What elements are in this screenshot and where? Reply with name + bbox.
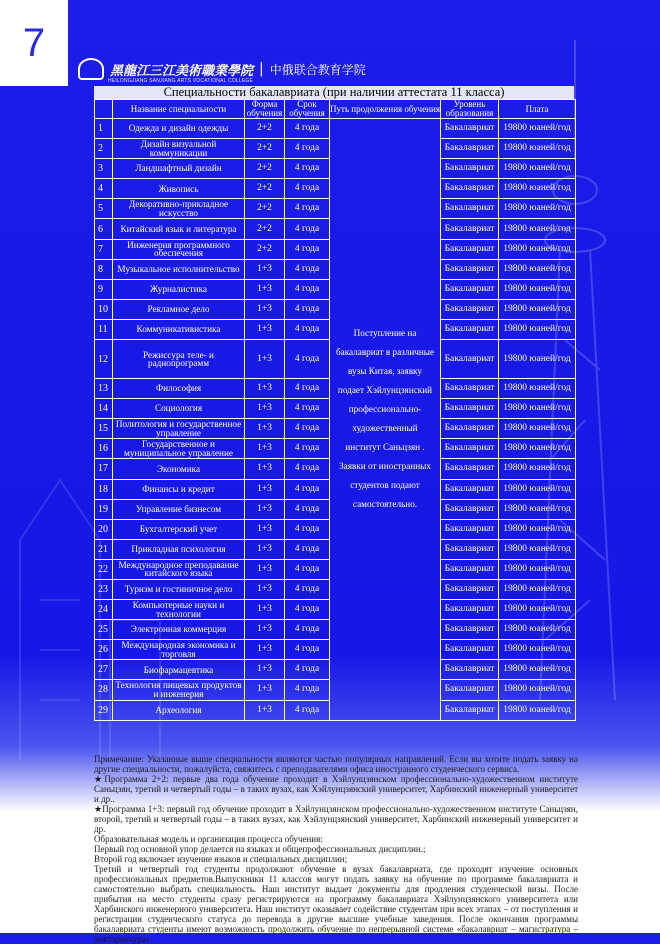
education-level: Бакалавриат (441, 279, 499, 299)
specialty-name: Биофармацевтика (113, 660, 245, 680)
specialty-name: Археология (113, 700, 245, 720)
study-term: 4 года (285, 680, 330, 700)
continuation-path: Поступление на бакалавриат в различные вузы Китая, заявку подает Хэйлунцзянский профессионально-художественный институт Саньцзян . Заявки от иностранных студентов подают самостоятельно. (330, 119, 441, 721)
education-level: Бакалавриат (441, 199, 499, 219)
education-level: Бакалавриат (441, 379, 499, 399)
school-name: 中俄联合教育学院 (269, 62, 366, 77)
tuition-fee: 19800 юаней/год (499, 479, 576, 499)
study-form: 1+3 (245, 399, 285, 419)
page-number: 7 (0, 0, 68, 86)
header-path: Путь продолжения обучения (330, 100, 441, 119)
education-level: Бакалавриат (441, 219, 499, 239)
header-number (95, 100, 113, 119)
study-term: 4 года (285, 459, 330, 479)
row-number: 29 (95, 700, 113, 720)
specialty-name: Международная экономика и торговля (113, 640, 245, 660)
specialty-name: Социология (113, 399, 245, 419)
education-level: Бакалавриат (441, 680, 499, 700)
study-form: 1+3 (245, 660, 285, 680)
specialty-name: Китайский язык и литература (113, 219, 245, 239)
education-level: Бакалавриат (441, 159, 499, 179)
row-number: 8 (95, 259, 113, 279)
study-term: 4 года (285, 579, 330, 599)
education-level: Бакалавриат (441, 620, 499, 640)
specialty-name: Журналистика (113, 279, 245, 299)
tuition-fee: 19800 юаней/год (499, 680, 576, 700)
header-level: Уровень образования (441, 100, 499, 119)
note-years-3-4: Третий и четвертый год студенты продолжают обучение в вузах бакалавриата, где проходят изучение основных профессиональных предметов.Выпускники 11 классов могут подать заявку на обучение по программе бакалавриата и самостоятельно выбрать специальность. Наш институт выдает документы для продления студенческой визы. После прибытия на место студенты сразу регистрируются на программу бакалавриата Хэйлунцзянского университета или Харбинского инженерного университета. Наш институт оказывает содействие студентам при всех этапах – от поступления и регистрации студенческого статуса до перевода в другие высшие учебные заведения. После окончания программы бакалавриата студенты имеют возможность продолжить обучение по непрерывной системе «бакалавриат – магистратура – докторантура». (94, 864, 578, 944)
specialty-name: Прикладная психология (113, 539, 245, 559)
study-form: 1+3 (245, 340, 285, 379)
tuition-fee: 19800 юаней/год (499, 700, 576, 720)
study-form: 2+2 (245, 219, 285, 239)
study-form: 1+3 (245, 700, 285, 720)
tuition-fee: 19800 юаней/год (499, 660, 576, 680)
study-term: 4 года (285, 199, 330, 219)
study-term: 4 года (285, 159, 330, 179)
education-level: Бакалавриат (441, 559, 499, 579)
study-term: 4 года (285, 640, 330, 660)
education-level: Бакалавриат (441, 419, 499, 439)
row-number: 26 (95, 640, 113, 660)
tuition-fee: 19800 юаней/год (499, 379, 576, 399)
tuition-fee: 19800 юаней/год (499, 419, 576, 439)
education-level: Бакалавриат (441, 539, 499, 559)
row-number: 4 (95, 179, 113, 199)
row-number: 10 (95, 299, 113, 319)
specialty-name: Декоративно-прикладное искусство (113, 199, 245, 219)
study-form: 1+3 (245, 640, 285, 660)
row-number: 13 (95, 379, 113, 399)
row-number: 28 (95, 680, 113, 700)
study-form: 1+3 (245, 319, 285, 339)
row-number: 1 (95, 119, 113, 139)
specialty-name: Режиссура теле- и радиопрограмм (113, 340, 245, 379)
study-term: 4 года (285, 139, 330, 159)
row-number: 19 (95, 499, 113, 519)
study-term: 4 года (285, 620, 330, 640)
table-title: Специальности бакалавриата (при наличии аттестата 11 класса) (94, 86, 574, 99)
specialty-name: Одежда и дизайн одежды (113, 119, 245, 139)
study-form: 1+3 (245, 479, 285, 499)
study-term: 4 года (285, 299, 330, 319)
tuition-fee: 19800 юаней/год (499, 299, 576, 319)
study-form: 1+3 (245, 519, 285, 539)
tuition-fee: 19800 юаней/год (499, 620, 576, 640)
specialty-name: Бухгалтерский учет (113, 519, 245, 539)
brand-separator: | (259, 61, 264, 77)
education-level: Бакалавриат (441, 600, 499, 620)
study-form: 1+3 (245, 579, 285, 599)
study-form: 1+3 (245, 459, 285, 479)
tuition-fee: 19800 юаней/год (499, 219, 576, 239)
study-term: 4 года (285, 319, 330, 339)
specialty-name: Ландшафтный дизайн (113, 159, 245, 179)
specialty-name: Живопись (113, 179, 245, 199)
note-year-1: Первый год основной упор делается на языках и общепрофессиональных дисциплин.; (94, 844, 426, 854)
study-term: 4 года (285, 559, 330, 579)
tuition-fee: 19800 юаней/год (499, 499, 576, 519)
study-form: 1+3 (245, 439, 285, 459)
specialty-name: Электронная коммерция (113, 620, 245, 640)
specialty-name: Инженерия программного обеспечения (113, 239, 245, 259)
tuition-fee: 19800 юаней/год (499, 439, 576, 459)
tuition-fee: 19800 юаней/год (499, 179, 576, 199)
study-form: 2+2 (245, 179, 285, 199)
specialty-name: Философия (113, 379, 245, 399)
row-number: 11 (95, 319, 113, 339)
study-term: 4 года (285, 499, 330, 519)
specialty-name: Музыкальное исполнительство (113, 259, 245, 279)
study-form: 2+2 (245, 159, 285, 179)
education-level: Бакалавриат (441, 499, 499, 519)
study-form: 2+2 (245, 139, 285, 159)
specialty-name: Государственное и муниципальное управление (113, 439, 245, 459)
specialty-name: Экономика (113, 459, 245, 479)
education-level: Бакалавриат (441, 459, 499, 479)
tuition-fee: 19800 юаней/год (499, 579, 576, 599)
specialty-name: Международное преподавание китайского языка (113, 559, 245, 579)
study-form: 2+2 (245, 239, 285, 259)
specialty-name: Туризм и гостиничное дело (113, 579, 245, 599)
specialty-name: Дизайн визуальной коммуникации (113, 139, 245, 159)
education-level: Бакалавриат (441, 660, 499, 680)
study-form: 1+3 (245, 499, 285, 519)
tuition-fee: 19800 юаней/год (499, 159, 576, 179)
study-term: 4 года (285, 439, 330, 459)
study-term: 4 года (285, 660, 330, 680)
row-number: 7 (95, 239, 113, 259)
row-number: 27 (95, 660, 113, 680)
table-header-row (95, 100, 576, 119)
specialty-name: Технология пищевых продуктов и инженерия (113, 680, 245, 700)
row-number: 14 (95, 399, 113, 419)
specialty-name: Управление бизнесом (113, 499, 245, 519)
row-number: 16 (95, 439, 113, 459)
tuition-fee: 19800 юаней/год (499, 239, 576, 259)
study-form: 2+2 (245, 119, 285, 139)
specialty-name: Финансы и кредит (113, 479, 245, 499)
study-form: 1+3 (245, 259, 285, 279)
education-level: Бакалавриат (441, 139, 499, 159)
college-name: 黑龍江三江美術職業學院 (110, 63, 254, 79)
row-number: 21 (95, 539, 113, 559)
specialty-name: Политология и государственное управление (113, 419, 245, 439)
row-number: 9 (95, 279, 113, 299)
study-form: 1+3 (245, 379, 285, 399)
education-level: Бакалавриат (441, 239, 499, 259)
study-form: 1+3 (245, 299, 285, 319)
tuition-fee: 19800 юаней/год (499, 600, 576, 620)
study-term: 4 года (285, 259, 330, 279)
study-form: 2+2 (245, 199, 285, 219)
note-year-2: Второй год включает изучение языков и специальных дисциплин; (94, 854, 348, 864)
row-number: 6 (95, 219, 113, 239)
study-term: 4 года (285, 479, 330, 499)
tuition-fee: 19800 юаней/год (499, 519, 576, 539)
study-form: 1+3 (245, 620, 285, 640)
education-level: Бакалавриат (441, 579, 499, 599)
education-level: Бакалавриат (441, 399, 499, 419)
note-program-2-2: ★Программа 2+2: первые два года обучение проходит в Хэйлунцзянском профессионально-художественном институте Саньцзян, третий и четвертый годы – в таких вузах, как Хэйлунцзянский университет, Харбинский инженерный университет и др.. (94, 774, 578, 804)
study-term: 4 года (285, 279, 330, 299)
study-term: 4 года (285, 179, 330, 199)
college-name-en: HEILONGJIANG SANJIANG ARTS VOCATIONAL COLLEGE (108, 78, 254, 84)
education-level: Бакалавриат (441, 439, 499, 459)
education-level: Бакалавриат (441, 319, 499, 339)
row-number: 12 (95, 340, 113, 379)
study-term: 4 года (285, 239, 330, 259)
education-level: Бакалавриат (441, 640, 499, 660)
study-form: 1+3 (245, 680, 285, 700)
row-number: 23 (95, 579, 113, 599)
study-form: 1+3 (245, 279, 285, 299)
tuition-fee: 19800 юаней/год (499, 459, 576, 479)
header-price: Плата (499, 100, 576, 119)
note-program-1-3: ★Программа 1+3: первый год обучение проходит в Хэйлунцзянском профессионально-художественном институте Саньцзян, второй, третий и четвертый годы – в таких вузах, как Хэйлунцзянский университет, Харбинский инженерный университет и др. (94, 804, 578, 834)
note-remark: Примечание: Указанные выше специальности являются частью популярных направлений. Если вы хотите подать заявку на другие специальности, пожалуйста, свяжитесь с преподавателями офиса иностранного студенческого сервиса. (94, 754, 578, 774)
study-term: 4 года (285, 399, 330, 419)
tuition-fee: 19800 юаней/год (499, 559, 576, 579)
tuition-fee: 19800 юаней/год (499, 399, 576, 419)
row-number: 24 (95, 600, 113, 620)
study-term: 4 года (285, 379, 330, 399)
study-term: 4 года (285, 219, 330, 239)
study-term: 4 года (285, 419, 330, 439)
study-term: 4 года (285, 340, 330, 379)
education-level: Бакалавриат (441, 479, 499, 499)
row-number: 22 (95, 559, 113, 579)
row-number: 20 (95, 519, 113, 539)
study-term: 4 года (285, 539, 330, 559)
education-level: Бакалавриат (441, 299, 499, 319)
tuition-fee: 19800 юаней/год (499, 199, 576, 219)
note-model-heading: Образовательная модель и организация процесса обучения: (94, 834, 323, 844)
notes-section (94, 754, 578, 944)
tuition-fee: 19800 юаней/год (499, 279, 576, 299)
tuition-fee: 19800 юаней/год (499, 119, 576, 139)
study-form: 1+3 (245, 559, 285, 579)
tuition-fee: 19800 юаней/год (499, 640, 576, 660)
header-name: Название специальности (113, 100, 245, 119)
study-form: 1+3 (245, 600, 285, 620)
header-term: Срок обучения (285, 100, 330, 119)
education-level: Бакалавриат (441, 519, 499, 539)
study-term: 4 года (285, 600, 330, 620)
study-term: 4 года (285, 519, 330, 539)
education-level: Бакалавриат (441, 259, 499, 279)
study-term: 4 года (285, 119, 330, 139)
table-row (95, 119, 576, 139)
specialty-name: Компьютерные науки и технологии (113, 600, 245, 620)
row-number: 5 (95, 199, 113, 219)
tuition-fee: 19800 юаней/год (499, 259, 576, 279)
education-level: Бакалавриат (441, 119, 499, 139)
row-number: 3 (95, 159, 113, 179)
study-form: 1+3 (245, 539, 285, 559)
specialties-table (94, 99, 576, 721)
specialty-name: Коммуникативистика (113, 319, 245, 339)
education-level: Бакалавриат (441, 700, 499, 720)
specialty-name: Рекламное дело (113, 299, 245, 319)
tuition-fee: 19800 юаней/год (499, 319, 576, 339)
row-number: 15 (95, 419, 113, 439)
row-number: 25 (95, 620, 113, 640)
study-form: 1+3 (245, 419, 285, 439)
row-number: 18 (95, 479, 113, 499)
education-level: Бакалавриат (441, 179, 499, 199)
row-number: 2 (95, 139, 113, 159)
header-form: Форма обучения (245, 100, 285, 119)
tuition-fee: 19800 юаней/год (499, 539, 576, 559)
brand-header (78, 58, 366, 80)
tuition-fee: 19800 юаней/год (499, 139, 576, 159)
study-term: 4 года (285, 700, 330, 720)
row-number: 17 (95, 459, 113, 479)
college-logo-icon (78, 58, 104, 80)
education-level: Бакалавриат (441, 340, 499, 379)
tuition-fee: 19800 юаней/год (499, 340, 576, 379)
